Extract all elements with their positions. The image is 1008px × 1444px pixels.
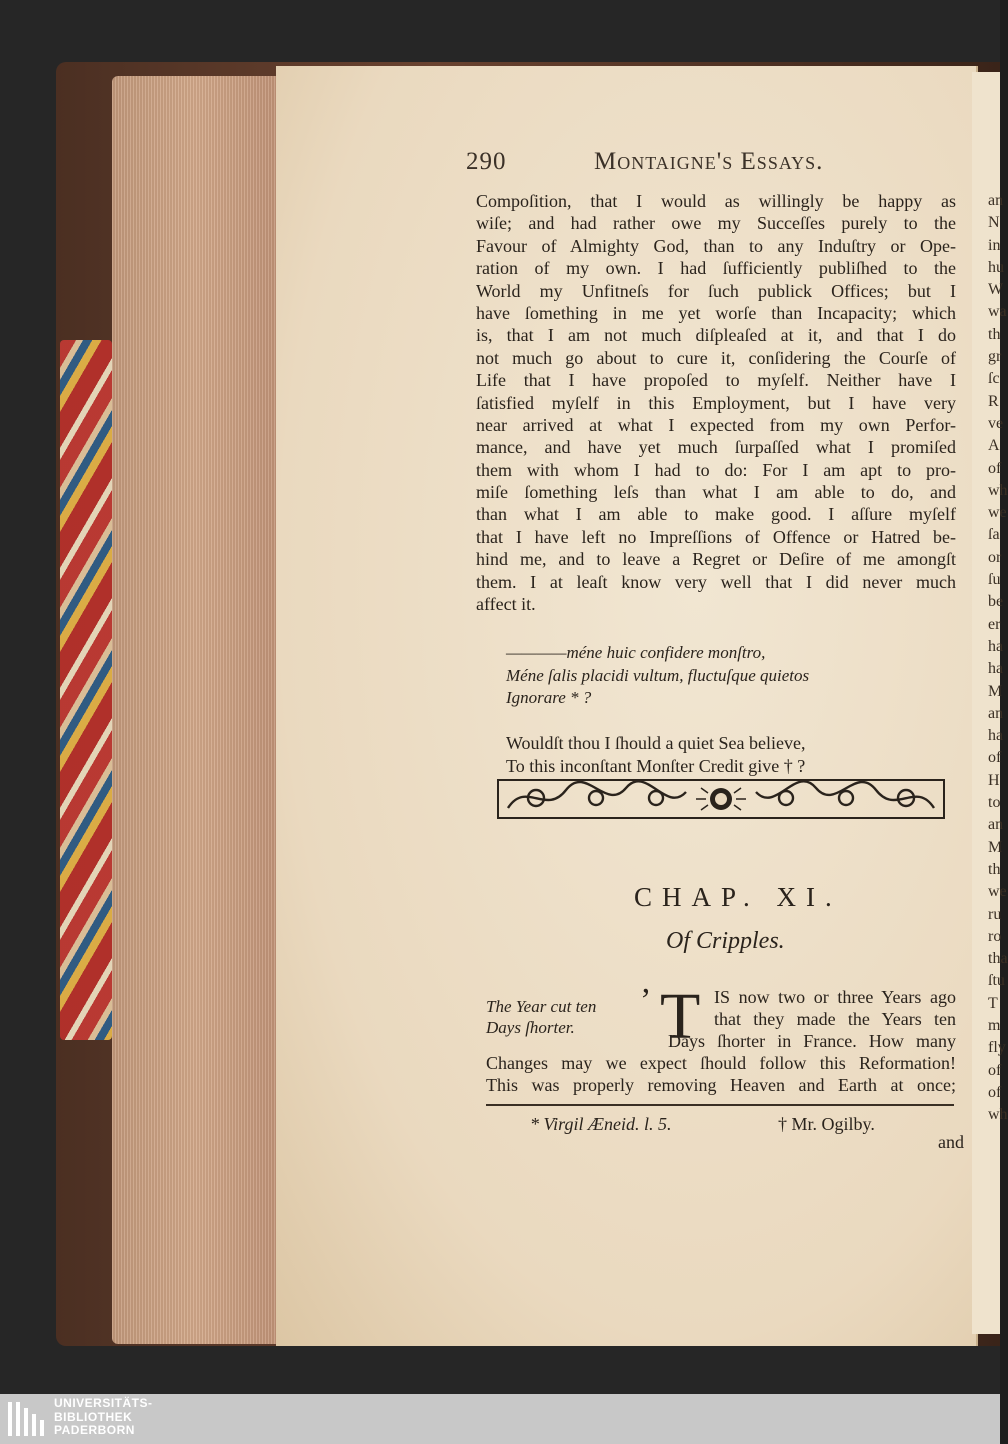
text-line: have ſomething in me yet worſe than Incapacity; which xyxy=(476,302,956,323)
decorative-headpiece xyxy=(496,776,946,822)
text-line: ſatisfied myſelf in this Employment, but I have very xyxy=(476,392,956,413)
page-edges xyxy=(112,76,280,1344)
facing-page-fragment-line: an xyxy=(988,192,1004,209)
drop-cap: T xyxy=(660,980,701,1053)
library-name-line: BIBLIOTHEK xyxy=(54,1409,133,1424)
page-number: 290 xyxy=(466,148,507,175)
facing-page-text xyxy=(972,72,1008,1126)
facing-page-fragment-line: H xyxy=(988,771,1000,789)
running-title: Montaigne's Essays. xyxy=(594,148,824,175)
facing-page-fragment-line: wh xyxy=(988,1106,1008,1124)
verse-line: Méne ſalis placidi vultum, fluctuſque quietos xyxy=(506,665,810,685)
facing-page-fragment-line: ha xyxy=(988,637,1004,655)
facing-page-fragment-line: R xyxy=(988,392,999,410)
text-line: Favour of Almighty God, than to any Induſtry or Ope- xyxy=(476,235,956,256)
facing-page-fragment-line: or xyxy=(988,548,1002,566)
running-header xyxy=(466,146,856,182)
facing-page-fragment-line: M xyxy=(988,838,1003,856)
library-logo-icon xyxy=(6,1398,46,1440)
text-line: World my Unfitneſs for ſuch publick Offices; but I xyxy=(476,280,956,301)
footnote-rule xyxy=(486,1104,954,1106)
text-line: ration of my own. I had ſufficiently publiſhed to the xyxy=(476,258,956,279)
facing-page-fragment-line: W xyxy=(988,281,1004,299)
chapter-text-indented xyxy=(714,986,956,1031)
text-line: Days ſhorter in France. How many xyxy=(668,1031,956,1051)
facing-page-fragment-line: to xyxy=(988,794,1001,812)
facing-page-fragment-line: ro xyxy=(988,927,1002,945)
facing-page-fragment-line: of xyxy=(988,1061,1002,1079)
facing-page-fragment-line: th xyxy=(988,860,1001,878)
facing-page-fragment-line: tha xyxy=(988,950,1008,968)
facing-page-fragment xyxy=(972,72,1008,1334)
text-line: wiſe; and had rather owe my Succeſſes purely to the xyxy=(476,213,956,234)
verse-line: To this inconſtant Monſter Credit give † ? xyxy=(506,756,806,776)
verse-line: Wouldſt thou I ſhould a quiet Sea believe, xyxy=(506,733,806,753)
text-line: near arrived at what I expected from my own Perfor- xyxy=(476,414,956,435)
facing-page-fragment-line: an xyxy=(988,704,1004,722)
facing-page-fragment-line: ſu xyxy=(988,571,1001,589)
text-line: Changes may we expect ſhould follow this Reformation! xyxy=(486,1053,956,1073)
facing-page-fragment-line: an xyxy=(988,816,1004,834)
text-line: that I have left no Impreſſions of Offence or Hatred be- xyxy=(476,526,956,547)
facing-page-fragment-line: wh xyxy=(988,481,1008,499)
verse-line: ————méne huic confidere monſtro, xyxy=(506,643,766,662)
text-line: Life that I have propoſed to myſelf. Neither have I xyxy=(476,370,956,391)
facing-page-fragment-line: ſa xyxy=(988,526,1000,544)
facing-page-fragment-line: ru xyxy=(988,905,1002,923)
library-name xyxy=(54,1397,153,1438)
latin-verse xyxy=(506,642,809,710)
footnote-ogilby: † Mr. Ogilby. xyxy=(778,1114,875,1134)
chapter-title: Of Cripples. xyxy=(666,928,785,954)
text-line: than what I am able to make good. I aſſure myſelf xyxy=(476,504,956,525)
facing-page-fragment-line: M xyxy=(988,682,1003,700)
text-line: This was properly removing Heaven and Earth at once; xyxy=(486,1075,956,1096)
text-line: not much go about to cure it, conſidering the Courſe of xyxy=(476,347,956,368)
text-line: affect it. xyxy=(476,594,536,615)
library-name-line: PADERBORN xyxy=(54,1423,135,1437)
english-verse xyxy=(506,732,806,778)
text-line: IS now two or three Years ago xyxy=(714,987,956,1007)
opening-quote: ’ xyxy=(640,982,652,1019)
text-line: hind me, and to leave a Regret or Deſire of me amongſt xyxy=(476,549,956,570)
facing-page-fragment-line: ſtu xyxy=(988,972,1005,990)
facing-page-fragment-line: we xyxy=(988,504,1007,522)
text-line: miſe ſomething leſs than what I am able to do, and xyxy=(476,482,956,503)
facing-page-fragment-line: ſc xyxy=(988,370,1000,388)
facing-page-fragment-line: fly xyxy=(988,1039,1006,1057)
facing-page-fragment-line: m xyxy=(988,1016,1001,1034)
facing-page-fragment-line: of xyxy=(988,749,1002,767)
facing-page-fragment-line: hu xyxy=(988,258,1004,276)
text-line: mance, and have yet much ſurpaſſed what I promiſed xyxy=(476,437,956,458)
text-line: them with whom I had to do: For I am apt to pro- xyxy=(476,459,956,480)
facing-page-fragment-line: in xyxy=(988,236,1001,254)
facing-page-fragment-line: of xyxy=(988,459,1002,477)
body-text xyxy=(476,190,956,615)
facing-page-fragment-line: er xyxy=(988,615,1001,633)
facing-page-fragment-line: T xyxy=(988,994,998,1012)
facing-page-fragment-line: ha xyxy=(988,727,1004,745)
verse-line: Ignorare * ? xyxy=(506,688,592,707)
footnote-virgil: * Virgil Æneid. l. 5. xyxy=(530,1114,672,1134)
facing-page-fragment-line: wa xyxy=(988,303,1007,321)
text-line: them. I at leaſt know very well that I did never much xyxy=(476,571,956,592)
library-name-line: UNIVERSITÄTS- xyxy=(54,1396,153,1410)
facing-page-fragment-line: of xyxy=(988,1083,1002,1101)
catchword: and xyxy=(938,1132,964,1152)
text-line: Compoſition, that I would as willingly be happy as xyxy=(476,191,956,211)
facing-page-fragment-line: ha xyxy=(988,660,1004,678)
text-line: that they made the Years ten xyxy=(714,1009,956,1030)
marbled-endpaper xyxy=(60,340,112,1040)
chapter-heading: CHAP. XI. xyxy=(634,882,842,912)
text-line: is, that I am not much diſpleaſed at it, and that I do xyxy=(476,325,956,346)
margin-note xyxy=(486,996,596,1038)
facing-page-fragment-line: ve xyxy=(988,414,1004,432)
facing-page-fragment-line: gr xyxy=(988,348,1002,366)
facing-page-fragment-line: be xyxy=(988,593,1004,611)
facing-page-fragment-line: A xyxy=(988,437,1000,455)
facing-page-fragment-line: we xyxy=(988,883,1007,901)
chapter-text-full xyxy=(486,1052,956,1097)
chapter-text-line3 xyxy=(668,1030,956,1052)
margin-note-line: The Year cut ten xyxy=(486,997,597,1016)
facing-page-fragment-line: N xyxy=(988,214,1000,232)
facing-page-fragment-line: th xyxy=(988,325,1001,343)
margin-note-line: Days ſhorter. xyxy=(486,1018,575,1037)
